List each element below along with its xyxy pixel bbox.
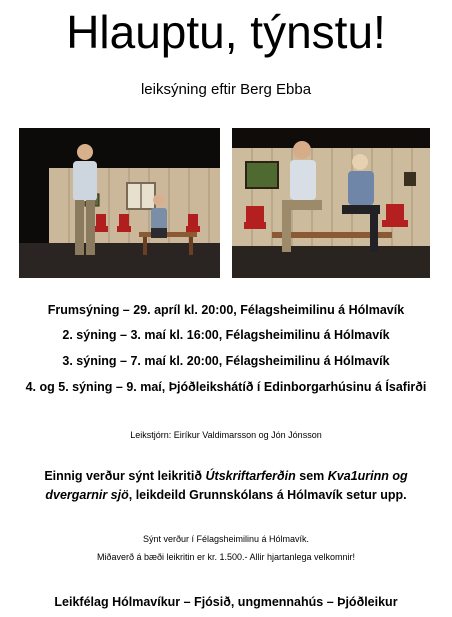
poster-footer: Leikfélag Hólmavíkur – Fjósið, ungmennahús – Þjóðleikur bbox=[54, 595, 398, 609]
directors-line: Leikstjórn: Eiríkur Valdimarsson og Jón Jónsson bbox=[130, 430, 322, 440]
venue-note: Sýnt verður í Félagsheimilinu á Hólmavík. bbox=[142, 534, 310, 544]
stage-photo-left bbox=[19, 128, 220, 278]
also-performed-note: Einnig verður sýnt leikritið Útskriftarferðin sem Kva1urinn og dvergarnir sjö, leikdeild Grunnskólans á Hólmavík setur upp. bbox=[44, 469, 408, 502]
stage-photo-right bbox=[232, 128, 430, 278]
play-title-2: Kva1urinn og dvergarnir sjö bbox=[45, 469, 408, 502]
poster-title: Hlauptu, týnstu! bbox=[66, 6, 386, 58]
poster-subtitle: leiksýning eftir Berg Ebba bbox=[140, 81, 312, 98]
performance-3: 3. sýning – 7. maí kl. 20:00, Félagsheimilinu á Hólmavík bbox=[62, 354, 390, 368]
price-note: Miðaverð á bæði leikritin er kr. 1.500.- Allir hjartanlega velkomnir! bbox=[96, 552, 356, 562]
performance-4: 4. og 5. sýning – 9. maí, Þjóðleikshátíð í Edinborgarhúsinu á Ísafirði bbox=[25, 380, 427, 394]
play-title-1: Útskriftarferðin bbox=[205, 469, 296, 483]
performance-1: Frumsýning – 29. apríl kl. 20:00, Félagsheimilinu á Hólmavík bbox=[47, 303, 405, 317]
performance-2: 2. sýning – 3. maí kl. 16:00, Félagsheimilinu á Hólmavík bbox=[62, 328, 390, 342]
